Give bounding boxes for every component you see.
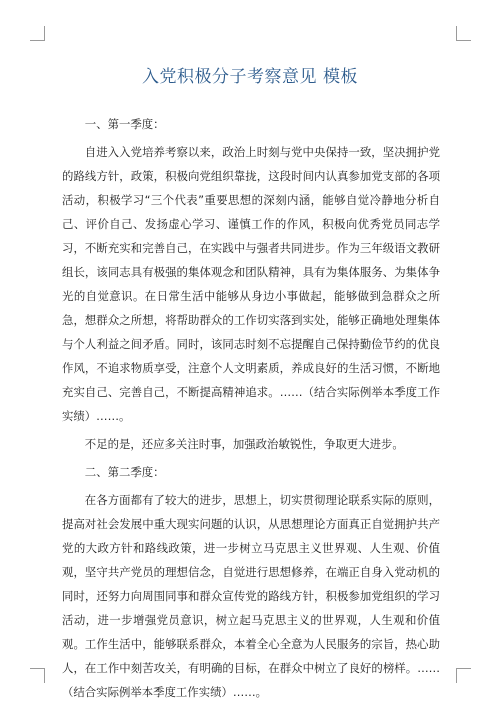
section-heading-q1: 一、第一季度： [84, 117, 165, 131]
crop-mark-top-left [30, 26, 45, 41]
document-body [62, 112, 440, 704]
crop-mark-top-right [456, 26, 471, 41]
section-paragraph-q2-main: 在各方面都有了较大的进步，思想上，切实贯彻理论联系实际的原则，提高对社会发展中重大现实问题的认识，从思想理论方面真正自觉拥护共产党的大政方针和路线政策，进一步树立马克思主义世界观、人生观、价值观，坚守共产党员的理想信念，自觉进行思想修养，在端正自身入党动机的同时，还努力向周围同事和群众宣传党的路线方针，积极参加党组织的学习活动，进一步增强党员意识，树立起马克思主义的世界观，人生观和价值观。工作生活中，能够联系群众，本着全心全意为人民服务的宗旨，热心助人，在工作中刻苦攻关，有明确的目标，在群众中树立了良好的榜样。……（结合实际例举本季度工作实绩）……。 [62, 493, 440, 699]
section-paragraph-q1-shortfall: 不足的是，还应多关注时事，加强政治敏锐性，争取更大进步。 [84, 437, 404, 451]
crop-mark-bottom-right [456, 668, 471, 683]
section-heading-q2: 二、第二季度： [84, 465, 165, 479]
document-title: 入党积极分子考察意见 模板 [142, 67, 358, 87]
section-paragraph-q1-main: 自进入入党培养考察以来，政治上时刻与党中央保持一致，坚决拥护党的路线方针，政策，积极向党组织靠拢，这段时间内认真参加党支部的各项活动，积极学习“三个代表”重要思想的深刻内涵，能够自觉冷静地分析自己、评价自己、发扬虚心学习、谨慎工作的作风，积极向优秀党员同志学习，不断充实和完善自己，在实践中与强者共同进步。作为三年级语文教研组长，该同志具有极强的集体观念和团队精神，具有为集体服务、为集体争光的自觉意识。在日常生活中能够从身边小事做起，能够做到急群众之所急，想群众之所想，将帮助群众的工作切实落到实处，能够正确地处理集体与个人利益之间矛盾。同时，该同志时刻不忘提醒自己保持勤俭节约的优良作风，不追求物质享受，注意个人文明素质，养成良好的生活习惯，不断地充实自己、完善自己，不断提高精神追求。……（结合实际例举本季度工作实绩）……。 [62, 145, 440, 423]
crop-mark-bottom-left [30, 668, 45, 683]
